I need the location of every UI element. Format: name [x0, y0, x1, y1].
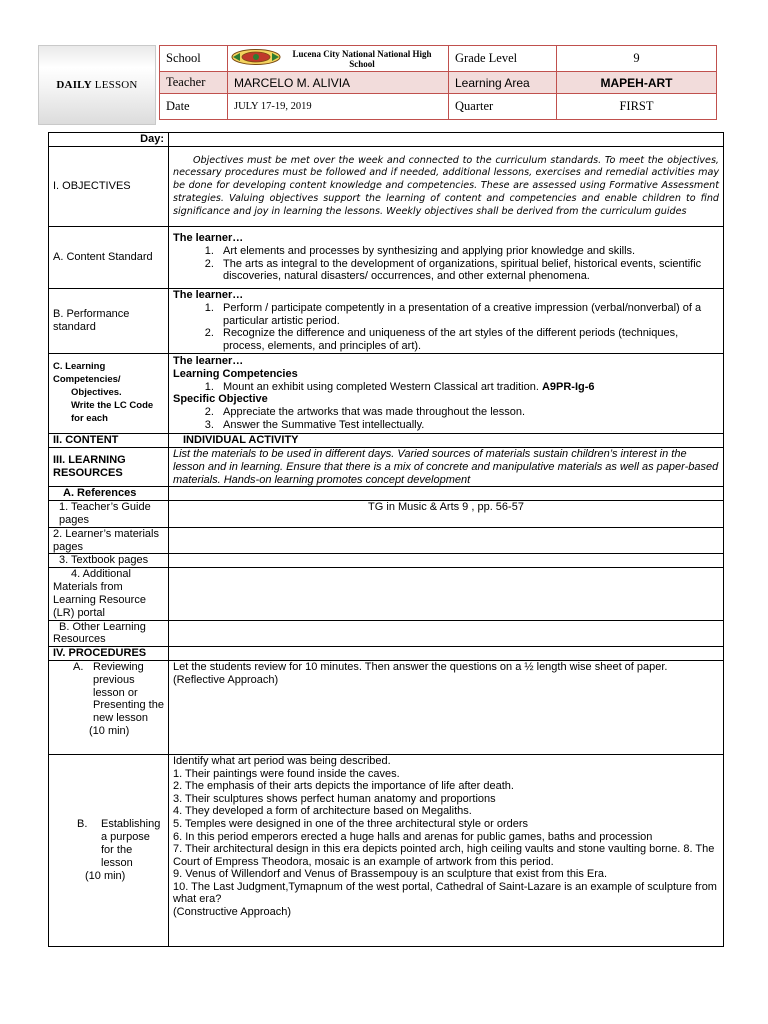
content-standard-row: [49, 227, 724, 289]
performance-standard-row: [49, 289, 724, 354]
procedure-b-line: 9. Venus of Willendorf and Venus of Brassempouy is an sculpture that exist from this Era.: [173, 868, 608, 881]
procedure-b-row: [49, 754, 724, 946]
procedure-b-line: 1. Their paintings were found inside the caves.: [173, 767, 400, 780]
lc-intro: The learner…: [173, 355, 244, 368]
so-item: 3. Answer the Summative Test intellectually.: [217, 419, 719, 432]
daily-lesson-bold: DAILY: [56, 79, 92, 91]
procedure-a-text: Let the students review for 10 minutes. Then answer the questions on a ½ length wise sheet of paper. (Reflective Approach): [169, 660, 724, 754]
other-resources-label: B. Other Learning Resources: [49, 620, 169, 647]
content-standard-item: 2. The arts as integral to the development of organizations, spiritual belief, historical events, scientific discoveries, natural disasters/ occurrences, and other external phenomena.: [217, 258, 719, 284]
performance-standard-label: B. Performance standard: [49, 289, 169, 354]
content-standard-label: A. Content Standard: [49, 227, 169, 289]
lc-heading: Learning Competencies: [173, 367, 298, 380]
date-label: Date: [160, 94, 228, 120]
learning-resources-row: [49, 447, 724, 486]
teacher-label: Teacher: [160, 72, 228, 94]
so-heading: Specific Objective: [173, 393, 268, 406]
daily-lesson-rest: LESSON: [91, 79, 138, 91]
day-row: [49, 133, 724, 147]
references-row: [49, 487, 724, 501]
teachers-guide-label: 1. Teacher’s Guide pages: [49, 501, 169, 528]
learners-materials-label: 2. Learner’s materials pages: [49, 527, 169, 554]
procedure-b-label: B. Establishing a purpose for the lesson (10 min): [49, 754, 169, 946]
so-item: 2. Appreciate the artworks that was made throughout the lesson.: [217, 406, 719, 419]
objectives-label: I. OBJECTIVES: [49, 147, 169, 227]
learners-materials-row: [49, 527, 724, 554]
daily-lesson-banner: [38, 45, 156, 125]
quarter-label: Quarter: [449, 94, 557, 120]
performance-standard-intro: The learner…: [173, 289, 244, 301]
learning-competencies-cell: [169, 353, 724, 433]
content-standard-cell: [169, 227, 724, 289]
performance-standard-item: 1. Perform / participate competently in a presentation of a creative impression (verbal/nonverbal) of a particular artistic period.: [217, 302, 719, 328]
learning-competencies-label: C. Learning Competencies/ Objectives. Write the LC Code for each: [49, 353, 169, 433]
references-label: A. References: [49, 487, 169, 501]
procedure-a-label: A. Reviewing previous lesson or Presenting the new lesson (10 min): [49, 660, 169, 754]
procedure-b-line: 4. They developed a form of architecture based on Megaliths.: [173, 805, 472, 818]
header-table: [159, 45, 717, 120]
learning-competencies-row: [49, 353, 724, 433]
objectives-row: [49, 147, 724, 227]
lesson-plan-table: [48, 132, 724, 947]
day-label: Day:: [49, 133, 169, 147]
procedure-b-line: 5. Temples were designed in one of the three architectural style or orders: [173, 817, 529, 830]
performance-standard-item: 2. Recognize the difference and uniqueness of the art styles of the different periods (techniques, process, elements, and principles of art).: [217, 327, 719, 353]
date-value: JULY 17-19, 2019: [228, 94, 449, 120]
teachers-guide-row: [49, 501, 724, 528]
quarter-value: FIRST: [557, 94, 717, 120]
procedures-label: IV. PROCEDURES: [49, 647, 169, 661]
additional-materials-row: [49, 568, 724, 620]
content-standard-intro: The learner…: [173, 231, 244, 244]
content-value: INDIVIDUAL ACTIVITY: [169, 433, 724, 447]
learning-resources-text: List the materials to be used in different days. Varied sources of materials sustain children’s interest in the lesson and in learning. Ensure that there is a mix of concrete and manipulative materials as well as paper-based materials. Hands-on learning promotes concept development: [169, 447, 724, 486]
textbook-label: 3. Textbook pages: [49, 554, 169, 568]
lc-item: 1. Mount an exhibit using completed Western Classical art tradition. A9PR-Ig-6: [217, 381, 719, 394]
procedure-b-line: Identify what art period was being described.: [173, 754, 391, 767]
content-standard-item: 1. Art elements and processes by synthesizing and applying prior knowledge and skills.: [217, 245, 719, 258]
lc-code: A9PR-Ig-6: [541, 380, 595, 393]
procedure-b-line: 7. Their architectural design in this era depicts pointed arch, high ceiling vaults and stone vaulting borne. 8. The Court of Empress Theodora, mosaic is an example of artwork from this period.: [173, 843, 715, 868]
performance-standard-cell: [169, 289, 724, 354]
other-resources-row: [49, 620, 724, 647]
learning-area-label: Learning Area: [449, 72, 557, 94]
grade-level-label: Grade Level: [449, 46, 557, 72]
learning-resources-label: III. LEARNING RESOURCES: [49, 447, 169, 486]
day-value: [169, 133, 724, 147]
school-cell: [228, 46, 449, 72]
procedure-b-line: 10. The Last Judgment,Tymapnum of the west portal, Cathedral of Saint-Lazare is an example of sculpture from what era?: [173, 880, 717, 906]
procedure-b-text: [169, 754, 724, 946]
content-label: II. CONTENT: [49, 433, 169, 447]
textbook-row: [49, 554, 724, 568]
procedure-b-line: 2. The emphasis of their arts depicts the importance of life after death.: [173, 780, 514, 793]
grade-level-value: 9: [557, 46, 717, 72]
procedure-a-row: [49, 660, 724, 754]
procedure-b-line: (Constructive Approach): [173, 906, 291, 919]
procedure-b-line: 6. In this period emperors erected a huge halls and arenas for public games, baths and procession: [173, 830, 653, 843]
learning-area-value: MAPEH-ART: [557, 72, 717, 94]
procedures-row: [49, 647, 724, 661]
school-name: Lucena City National National High School: [292, 48, 432, 69]
teacher-value: MARCELO M. ALIVIA: [228, 72, 449, 94]
objectives-text: Objectives must be met over the week and connected to the curriculum standards. To meet the objectives, necessary procedures must be followed and if needed, additional lessons, exercises and remedial activities may be done for developing content knowledge and competencies. These are assessed using Formative Assessment strategies. Valuing objectives support the learning of content and competencies and enable children to find significance and joy in learning the lessons. Weekly objectives shall be derived from the curriculum guides: [169, 147, 724, 227]
additional-materials-label: 4. Additional Materials from Learning Resource (LR) portal: [49, 568, 169, 620]
school-logo-icon: [230, 48, 282, 66]
teachers-guide-value: TG in Music & Arts 9 , pp. 56-57: [169, 501, 724, 528]
content-row: [49, 433, 724, 447]
procedure-b-line: 3. Their sculptures shows perfect human anatomy and proportions: [173, 792, 496, 805]
school-label: School: [160, 46, 228, 72]
